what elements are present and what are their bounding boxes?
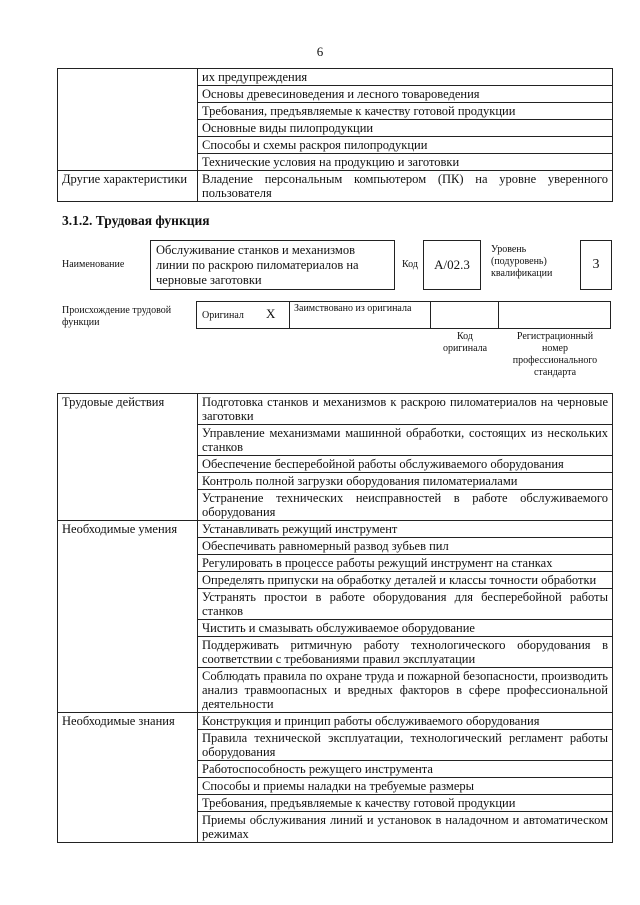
table-cell: Требования, предъявляемые к качеству готовой продукции bbox=[198, 103, 613, 120]
table-cell: Подготовка станков и механизмов к раскрою пиломатериалов на черновые заготовки bbox=[198, 394, 613, 425]
table-cell: Соблюдать правила по охране труда и пожарной безопасности, производить анализ травмоопасных и вредных факторов в сфере профессиональной деятельности bbox=[198, 668, 613, 713]
table-cell: Основы древесиноведения и лесного товароведения bbox=[198, 86, 613, 103]
name-label: Наименование bbox=[62, 259, 125, 270]
table-cell: Основные виды пилопродукции bbox=[198, 120, 613, 137]
reg-number-caption: Регистрационный номер профессионального стандарта bbox=[512, 331, 598, 378]
table-cell: Требования, предъявляемые к качеству готовой продукции bbox=[198, 795, 613, 812]
table-cell: Управление механизмами машинной обработки, состоящих из нескольких станков bbox=[198, 425, 613, 456]
table-cell: Чистить и смазывать обслуживаемое оборудование bbox=[198, 620, 613, 637]
table-row bbox=[58, 521, 613, 538]
function-name-box: Обслуживание станков и механизмов линии по раскрою пиломатериалов на черновые заготовки bbox=[150, 240, 395, 290]
table-row bbox=[58, 713, 613, 730]
table-cell: Устанавливать режущий инструмент bbox=[198, 521, 613, 538]
table-cell: Работоспособность режущего инструмента bbox=[198, 761, 613, 778]
table-row bbox=[58, 69, 613, 86]
original-mark: X bbox=[266, 306, 276, 321]
table-cell: их предупреждения bbox=[198, 69, 613, 86]
page-number: 6 bbox=[316, 44, 324, 59]
table-cell: Способы и приемы наладки на требуемые размеры bbox=[198, 778, 613, 795]
table-cell: Регулировать в процессе работы режущий инструмент на станках bbox=[198, 555, 613, 572]
top-characteristics-table bbox=[57, 68, 613, 202]
table-cell: Контроль полной загрузки оборудования пиломатериалами bbox=[198, 473, 613, 490]
table-cell: Способы и схемы раскроя пилопродукции bbox=[198, 137, 613, 154]
table-cell: Обеспечение бесперебойной работы обслуживаемого оборудования bbox=[198, 456, 613, 473]
table-cell: Приемы обслуживания линий и установок в наладочном и автоматическом режимах bbox=[198, 812, 613, 843]
section-title: 3.1.2. Трудовая функция bbox=[62, 213, 210, 228]
row-label: Другие характеристики bbox=[58, 171, 198, 202]
table-cell: Конструкция и принцип работы обслуживаемого оборудования bbox=[198, 713, 613, 730]
table-cell: Владение персональным компьютером (ПК) на уровне уверенного пользователя bbox=[198, 171, 613, 202]
row-label: Необходимые знания bbox=[58, 713, 198, 843]
table-cell: Правила технической эксплуатации, технологический регламент работы оборудования bbox=[198, 730, 613, 761]
table-row bbox=[58, 394, 613, 425]
table-cell: Устранение технических неисправностей в работе обслуживаемого оборудования bbox=[198, 490, 613, 521]
row-label bbox=[58, 69, 198, 171]
origin-label: Происхождение трудовой функции bbox=[62, 305, 172, 328]
level-label: Уровень (подуровень) квалификации bbox=[491, 244, 553, 279]
table-cell: Определять припуски на обработку деталей и классы точности обработки bbox=[198, 572, 613, 589]
code-label: Код bbox=[402, 259, 418, 270]
level-value-box: 3 bbox=[580, 240, 612, 290]
borrowed-label: Заимствовано из оригинала bbox=[294, 303, 412, 314]
divider bbox=[289, 301, 290, 329]
table-cell: Технические условия на продукцию и заготовки bbox=[198, 154, 613, 171]
table-row bbox=[58, 171, 613, 202]
function-code-box: А/02.3 bbox=[423, 240, 481, 290]
table-cell: Поддерживать ритмичную работу технологического оборудования в соответствии с требованиями правил эксплуатации bbox=[198, 637, 613, 668]
row-label: Трудовые действия bbox=[58, 394, 198, 521]
labor-function-table bbox=[57, 393, 613, 843]
code-original-caption: Код оригинала bbox=[442, 331, 488, 354]
table-cell: Обеспечивать равномерный развод зубьев пил bbox=[198, 538, 613, 555]
original-label: Оригинал bbox=[202, 310, 244, 321]
row-label: Необходимые умения bbox=[58, 521, 198, 713]
divider bbox=[498, 301, 499, 329]
divider bbox=[430, 301, 431, 329]
table-cell: Устранять простои в работе оборудования для бесперебойной работы станков bbox=[198, 589, 613, 620]
